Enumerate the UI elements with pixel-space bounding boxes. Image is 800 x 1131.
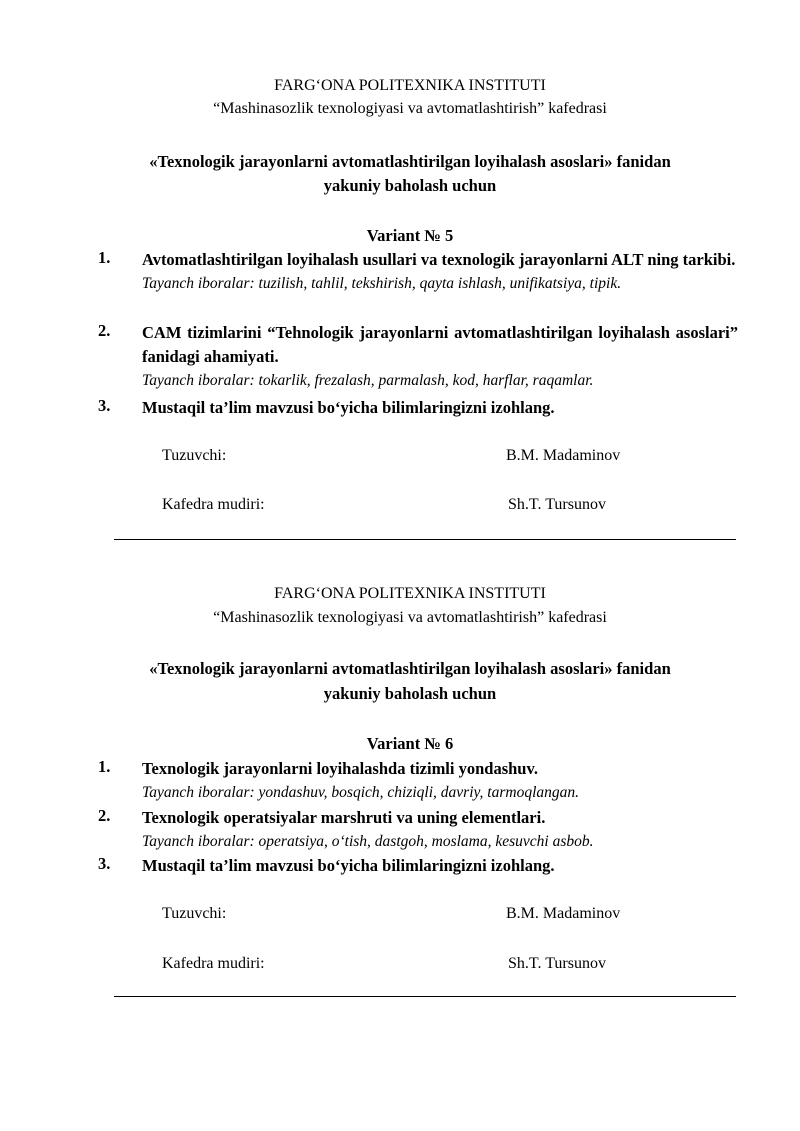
question-text: Texnologik jarayonlarni loyihalashda tizimli yondashuv. xyxy=(142,759,538,778)
compiler-label: Tuzuvchi: xyxy=(162,905,227,922)
course-title: «Texnologik jarayonlarni avtomatlashtirilgan loyihalash asoslari» fanidan xyxy=(149,659,671,678)
question-keywords: Tayanch iboralar: tuzilish, tahlil, tekshirish, qayta ishlash, unifikatsiya, tipik. xyxy=(142,275,622,292)
question-keywords: Tayanch iboralar: operatsiya, o‘tish, dastgoh, moslama, kesuvchi asbob. xyxy=(142,833,594,850)
question-item xyxy=(98,396,738,420)
course-subtitle: yakuniy baholash uchun xyxy=(323,684,497,703)
question-item xyxy=(98,806,738,854)
question-number: 1. xyxy=(98,757,111,776)
variant-label: Variant № 6 xyxy=(366,734,454,753)
question-item xyxy=(98,248,738,296)
question-number: 3. xyxy=(98,396,111,415)
compiler-label: Tuzuvchi: xyxy=(162,447,227,464)
compiler-name: B.M. Madaminov xyxy=(506,447,621,464)
head-label: Kafedra mudiri: xyxy=(162,496,265,513)
question-text: CAM tizimlarini “Tehnologik jarayonlarni avtomatlashtirilgan loyihalash asoslari” fanidagi ahamiyati. xyxy=(142,323,738,366)
question-number: 1. xyxy=(98,248,111,267)
question-item xyxy=(98,757,738,805)
variant-label: Variant № 5 xyxy=(366,226,454,245)
question-item xyxy=(98,854,738,878)
compiler-name: B.M. Madaminov xyxy=(506,905,621,922)
question-text: Mustaqil ta’lim mavzusi bo‘yicha bilimlaringizni izohlang. xyxy=(142,856,555,875)
question-text: Mustaqil ta’lim mavzusi bo‘yicha bilimlaringizni izohlang. xyxy=(142,398,555,417)
course-subtitle: yakuniy baholash uchun xyxy=(323,176,497,195)
department-name: “Mashinasozlik texnologiyasi va avtomatlashtirish” kafedrasi xyxy=(213,100,607,117)
question-keywords: Tayanch iboralar: tokarlik, frezalash, parmalash, kod, harflar, raqamlar. xyxy=(142,372,594,389)
separator-line xyxy=(114,996,736,997)
question-number: 2. xyxy=(98,321,111,340)
separator-line xyxy=(114,539,736,540)
head-name: Sh.T. Tursunov xyxy=(508,955,606,972)
institute-name: FARG‘ONA POLITEXNIKA INSTITUTI xyxy=(274,585,546,602)
question-keywords: Tayanch iboralar: yondashuv, bosqich, chiziqli, davriy, tarmoqlangan. xyxy=(142,784,579,801)
institute-name: FARG‘ONA POLITEXNIKA INSTITUTI xyxy=(274,77,546,94)
question-number: 3. xyxy=(98,854,111,873)
question-text: Texnologik operatsiyalar marshruti va uning elementlari. xyxy=(142,808,546,827)
question-number: 2. xyxy=(98,806,111,825)
question-item xyxy=(98,321,738,393)
question-text: Avtomatlashtirilgan loyihalash usullari va texnologik jarayonlarni ALT ning tarkibi. xyxy=(142,250,736,269)
department-name: “Mashinasozlik texnologiyasi va avtomatlashtirish” kafedrasi xyxy=(213,609,607,626)
head-name: Sh.T. Tursunov xyxy=(508,496,606,513)
course-title: «Texnologik jarayonlarni avtomatlashtirilgan loyihalash asoslari» fanidan xyxy=(149,152,671,171)
head-label: Kafedra mudiri: xyxy=(162,955,265,972)
